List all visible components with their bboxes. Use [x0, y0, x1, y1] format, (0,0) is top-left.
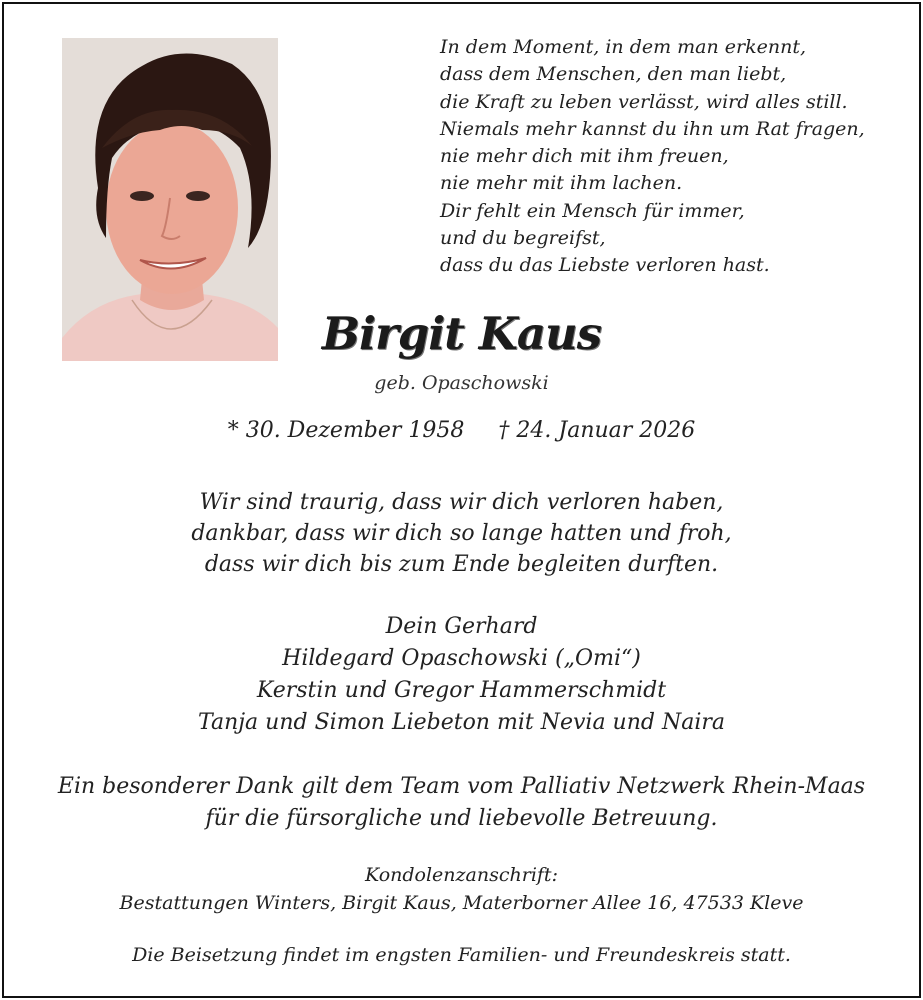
burial-note	[0, 941, 923, 969]
family-member: Tanja und Simon Liebeton mit Nevia und Naira	[197, 710, 725, 735]
condolence-label: Kondolenzanschrift:	[365, 864, 558, 886]
poem-line: dass dem Menschen, den man liebt,	[440, 63, 787, 86]
message-block	[0, 487, 923, 580]
condolence-block	[0, 861, 923, 917]
poem-line: In dem Moment, in dem man erkennt,	[440, 36, 807, 58]
life-dates	[0, 418, 923, 443]
burial-note-text: Die Beisetzung findet im engsten Familien- und Freundeskreis statt.	[132, 944, 791, 966]
poem	[440, 34, 865, 280]
message-line: Wir sind traurig, dass wir dich verloren haben,	[199, 490, 724, 515]
poem-line: Dir fehlt ein Mensch für immer,	[440, 199, 745, 222]
thanks-line: Ein besonderer Dank gilt dem Team vom Palliativ Netzwerk Rhein-Maas	[57, 774, 866, 799]
family-member: Dein Gerhard	[385, 614, 538, 639]
message-line: dass wir dich bis zum Ende begleiten durften.	[204, 552, 719, 577]
birth-date: * 30. Dezember 1958	[227, 418, 465, 443]
message-line: dankbar, dass wir dich so lange hatten und froh,	[191, 521, 732, 546]
death-date: † 24. Januar 2026	[498, 418, 696, 443]
poem-line: Niemals mehr kannst du ihn um Rat fragen,	[440, 117, 865, 140]
deceased-name	[0, 307, 923, 360]
poem-line: die Kraft zu leben verlässt, wird alles still.	[440, 90, 848, 113]
thanks-block	[0, 771, 923, 835]
family-list	[0, 611, 923, 739]
birth-name-text: geb. Opaschowski	[374, 372, 549, 394]
deceased-name-text: Birgit Kaus	[321, 307, 602, 360]
poem-line: dass du das Liebste verloren hast.	[440, 254, 770, 277]
family-member: Kerstin und Gregor Hammerschmidt	[256, 678, 667, 703]
poem-line: und du begreifst,	[440, 227, 606, 250]
birth-name	[0, 372, 923, 394]
poem-line: nie mehr mit ihm lachen.	[440, 172, 683, 195]
condolence-address: Bestattungen Winters, Birgit Kaus, Materborner Allee 16, 47533 Kleve	[119, 892, 804, 914]
poem-line: nie mehr dich mit ihm freuen,	[440, 145, 729, 168]
family-member: Hildegard Opaschowski („Omi“)	[282, 646, 641, 671]
thanks-line: für die fürsorgliche und liebevolle Betreuung.	[205, 806, 718, 831]
